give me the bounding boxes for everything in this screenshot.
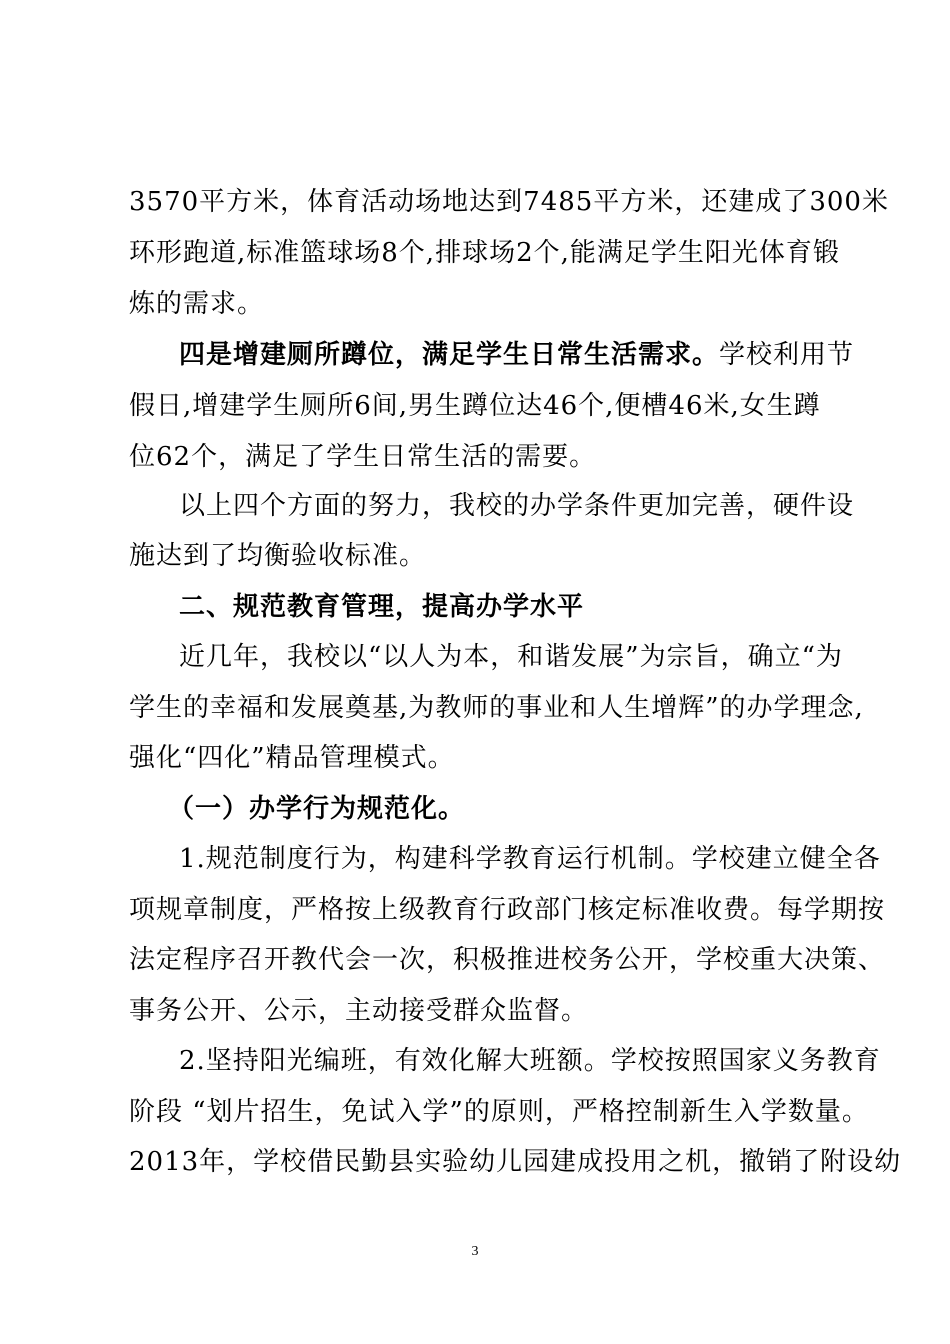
text-line: 炼的需求。 bbox=[129, 289, 265, 319]
text-line: 近几年，我校以“以人为本，和谐发展”为宗旨，确立“为 bbox=[179, 642, 843, 672]
text-line: 3570平方米，体育活动场地达到7485平方米，还建成了300米 bbox=[129, 187, 889, 217]
section-heading: 二、规范教育管理，提高办学水平 bbox=[179, 592, 585, 622]
text-line: 阶段 “划片招生，免试入学”的原则，严格控制新生入学数量。 bbox=[129, 1097, 869, 1127]
text-line: 假日,增建学生厕所6间,男生蹲位达46个,便槽46米,女生蹲 bbox=[129, 391, 821, 421]
text-span: 学校利用节 bbox=[719, 340, 855, 370]
text-line: 事务公开、公示，主动接受群众监督。 bbox=[129, 996, 589, 1026]
paragraph-2-first-line bbox=[179, 335, 854, 375]
page-number: 3 bbox=[471, 1244, 479, 1259]
text-line: 2013年，学校借民勤县实验幼儿园建成投用之机，撤销了附设幼 bbox=[129, 1147, 902, 1177]
text-line: 2.坚持阳光编班，有效化解大班额。学校按照国家义务教育 bbox=[179, 1046, 881, 1076]
text-line: 位62个，满足了学生日常生活的需要。 bbox=[129, 442, 597, 472]
text-line: 学生的幸福和发展奠基,为教师的事业和人生增辉”的办学理念, bbox=[129, 693, 864, 723]
text-line: 强化“四化”精品管理模式。 bbox=[129, 743, 455, 773]
bold-lead-sentence: 四是增建厕所蹲位，满足学生日常生活需求。 bbox=[179, 340, 720, 370]
subsection-heading: （一）办学行为规范化。 bbox=[168, 794, 466, 824]
text-line: 以上四个方面的努力，我校的办学条件更加完善，硬件设 bbox=[179, 491, 855, 521]
text-line: 法定程序召开教代会一次，积极推进校务公开，学校重大决策、 bbox=[129, 945, 886, 975]
text-line: 施达到了均衡验收标准。 bbox=[129, 541, 427, 571]
text-line: 项规章制度，严格按上级教育行政部门核定标准收费。每学期按 bbox=[129, 895, 886, 925]
text-line: 1.规范制度行为，构建科学教育运行机制。学校建立健全各 bbox=[179, 844, 881, 874]
text-line: 环形跑道,标准篮球场8个,排球场2个,能满足学生阳光体育锻 bbox=[129, 238, 840, 268]
